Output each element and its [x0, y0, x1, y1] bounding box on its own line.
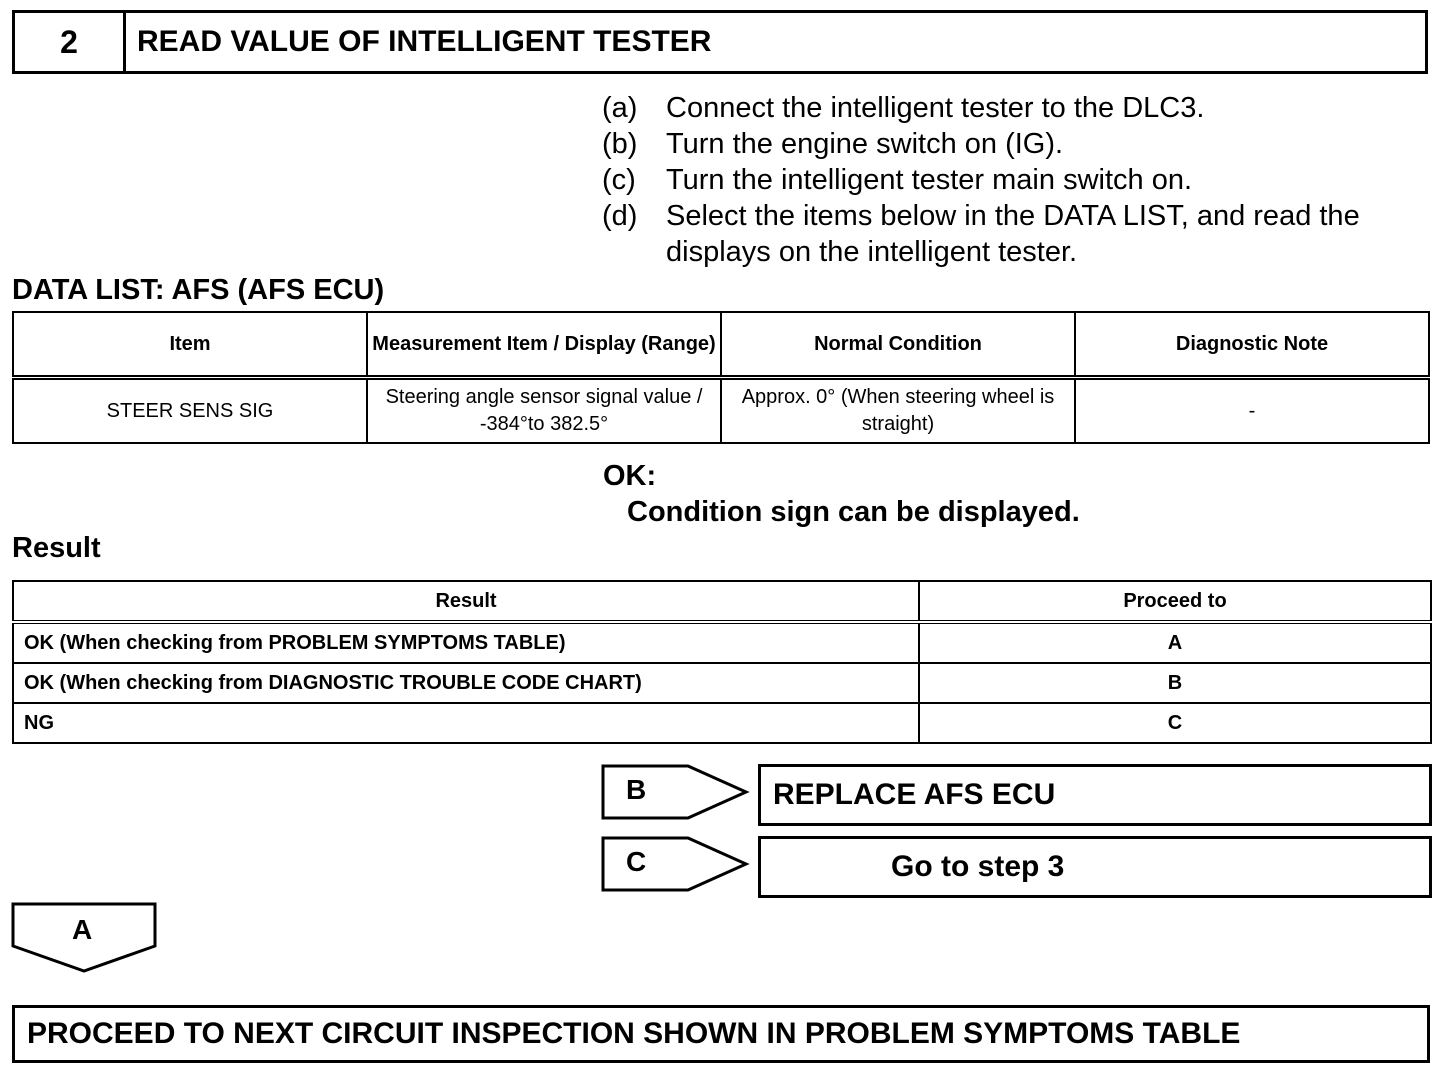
ok-label: OK: [603, 460, 657, 492]
column-header: Measurement Item / Display (Range) [367, 312, 721, 378]
branch-b-label: B [626, 774, 647, 805]
column-header: Diagnostic Note [1075, 312, 1429, 378]
proceed-cell: A [919, 622, 1431, 663]
data-list-title: DATA LIST: AFS (AFS ECU) [12, 274, 385, 306]
instruction-text: Turn the intelligent tester main switch on. [666, 164, 1193, 196]
instruction-item [602, 90, 1432, 126]
final-action [12, 1005, 1430, 1063]
table-row [13, 622, 1431, 663]
proceed-cell: C [919, 703, 1431, 743]
instruction-text: Select the items below in the DATA LIST, and read the displays on the intelligent tester. [666, 200, 1360, 268]
table-header-row [13, 312, 1429, 378]
branch-b-action-text: REPLACE AFS ECU [773, 778, 1056, 811]
instruction-label: (a) [602, 92, 638, 124]
instruction-text: Connect the intelligent tester to the DLC3. [666, 92, 1205, 124]
diagnostic-note-cell: - [1075, 378, 1429, 444]
instruction-label: (c) [602, 164, 636, 196]
proceed-cell: B [919, 663, 1431, 703]
table-header-row [13, 581, 1431, 622]
instruction-text: Turn the engine switch on (IG). [666, 128, 1064, 160]
instruction-label: (d) [602, 200, 638, 232]
branch-b-arrow-icon [600, 763, 752, 821]
step-number: 2 [15, 13, 126, 71]
table-row [13, 378, 1429, 444]
result-table [12, 580, 1432, 744]
branch-c-label: C [626, 846, 647, 877]
instruction-label: (b) [602, 128, 638, 160]
branch-b-action [758, 764, 1432, 826]
branch-a-label: A [72, 914, 93, 945]
table-row [13, 703, 1431, 743]
result-cell: OK (When checking from PROBLEM SYMPTOMS TABLE) [13, 622, 919, 663]
instruction-list [602, 90, 1432, 270]
column-header: Normal Condition [721, 312, 1075, 378]
final-action-text: PROCEED TO NEXT CIRCUIT INSPECTION SHOWN IN PROBLEM SYMPTOMS TABLE [27, 1017, 1241, 1050]
measurement-cell: Steering angle sensor signal value / -384°to 382.5° [367, 378, 721, 444]
step-title: READ VALUE OF INTELLIGENT TESTER [137, 25, 712, 58]
ok-criteria [603, 458, 1080, 530]
step-header [12, 10, 1428, 74]
column-header: Item [13, 312, 367, 378]
instruction-item [602, 126, 1432, 162]
branch-c-arrow-icon [600, 835, 752, 893]
result-cell: NG [13, 703, 919, 743]
table-row [13, 663, 1431, 703]
result-cell: OK (When checking from DIAGNOSTIC TROUBLE CODE CHART) [13, 663, 919, 703]
column-header: Proceed to [919, 581, 1431, 622]
normal-condition-cell: Approx. 0° (When steering wheel is straight) [721, 378, 1075, 444]
instruction-item [602, 162, 1432, 198]
data-list-table [12, 311, 1430, 444]
item-cell: STEER SENS SIG [13, 378, 367, 444]
instruction-item [602, 198, 1432, 270]
result-title: Result [12, 532, 101, 564]
branch-c-action [758, 836, 1432, 898]
column-header: Result [13, 581, 919, 622]
ok-condition: Condition sign can be displayed. [627, 496, 1080, 528]
branch-c-action-text: Go to step 3 [891, 850, 1065, 883]
